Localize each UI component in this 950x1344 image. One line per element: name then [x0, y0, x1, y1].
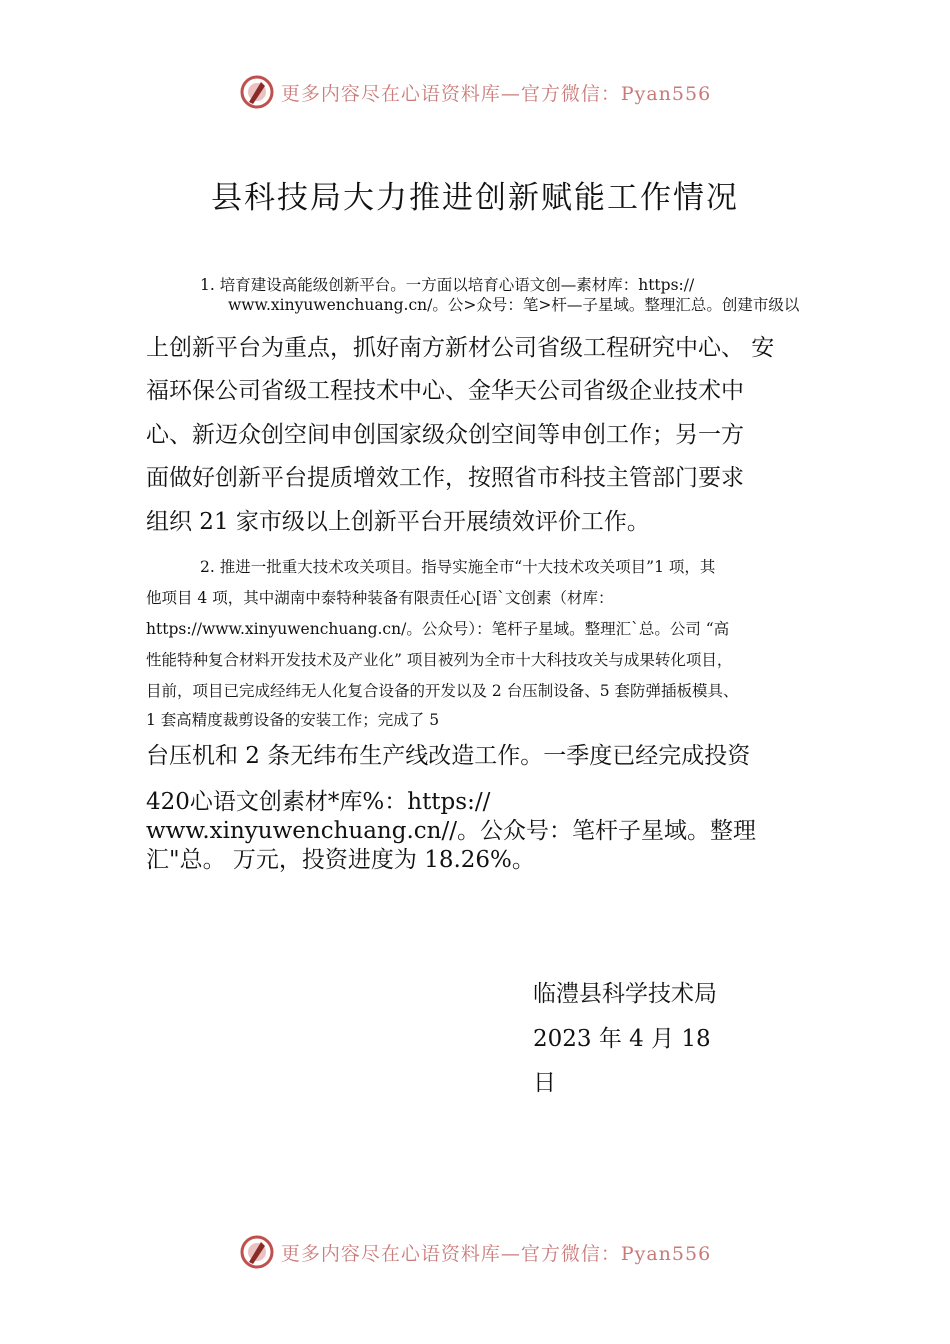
- page-title: 县科技局大力推进创新赋能工作情况: [211, 180, 739, 216]
- p2-line-3: https://www.xinyuwenchuang.cn/。公众号）：笔杆子星域。整理汇`总。公司 “高: [146, 620, 730, 638]
- p1-line-1: 1. 培育建设高能级创新平台。一方面以培育心语文创—素材库：https://: [200, 276, 695, 294]
- logo-icon: [239, 1234, 275, 1270]
- signature-date: 2023 年 4 月 18: [533, 1026, 711, 1052]
- p1-body-line-5: 组织 21 家市级以上创新平台开展绩效评价工作。: [146, 509, 650, 535]
- p2-line-4: 性能特种复合材料开发技术及产业化” 项目被列为全市十大科技攻关与成果转化项目，: [146, 651, 733, 669]
- header-banner: [0, 72, 950, 112]
- p1-line-2: www.xinyuwenchuang.cn/。公>众号：笔>杆—子星域。整理汇总。创建市级以: [228, 296, 800, 314]
- p2-body-line-3: www.xinyuwenchuang.cn//。公众号：笔杆子星域。整理: [146, 818, 756, 844]
- banner-text: 更多内容尽在心语资料库—官方微信：Pyan556: [280, 1242, 712, 1265]
- p1-body-line-1: 上创新平台为重点，抓好南方新材公司省级工程研究中心、 安: [146, 335, 775, 361]
- p2-body-line-4: 汇"总。 万元，投资进度为 18.26%。: [146, 847, 535, 873]
- logo-icon: [239, 74, 275, 110]
- p2-line-5: 目前，项目已完成经纬无人化复合设备的开发以及 2 台压制设备、5 套防弹插板模具、: [146, 682, 739, 700]
- signature-day: 日: [533, 1070, 556, 1096]
- p2-body-line-1: 台压机和 2 条无纬布生产线改造工作。一季度已经完成投资: [146, 743, 751, 769]
- banner-text: 更多内容尽在心语资料库—官方微信：Pyan556: [280, 82, 712, 105]
- p1-body-line-3: 心、新迈众创空间申创国家级众创空间等申创工作；另一方: [146, 422, 744, 448]
- p2-body-line-2: 420心语文创素材*库%：https://: [146, 789, 491, 815]
- p2-line-2: 他项目 4 项，其中湖南中泰特种装备有限责任心[语`文创素（材库：: [146, 589, 614, 607]
- signature-org: 临澧县科学技术局: [533, 981, 717, 1007]
- p2-line-6: 1 套高精度裁剪设备的安装工作；完成了 5: [146, 711, 440, 729]
- p1-body-line-4: 面做好创新平台提质增效工作，按照省市科技主管部门要求: [146, 465, 744, 491]
- p2-line-1: 2. 推进一批重大技术攻关项目。指导实施全市“十大技术攻关项目”1 项，其: [200, 558, 716, 576]
- footer-banner: [0, 1232, 950, 1272]
- p1-body-line-2: 福环保公司省级工程技术中心、金华天公司省级企业技术中: [146, 378, 744, 404]
